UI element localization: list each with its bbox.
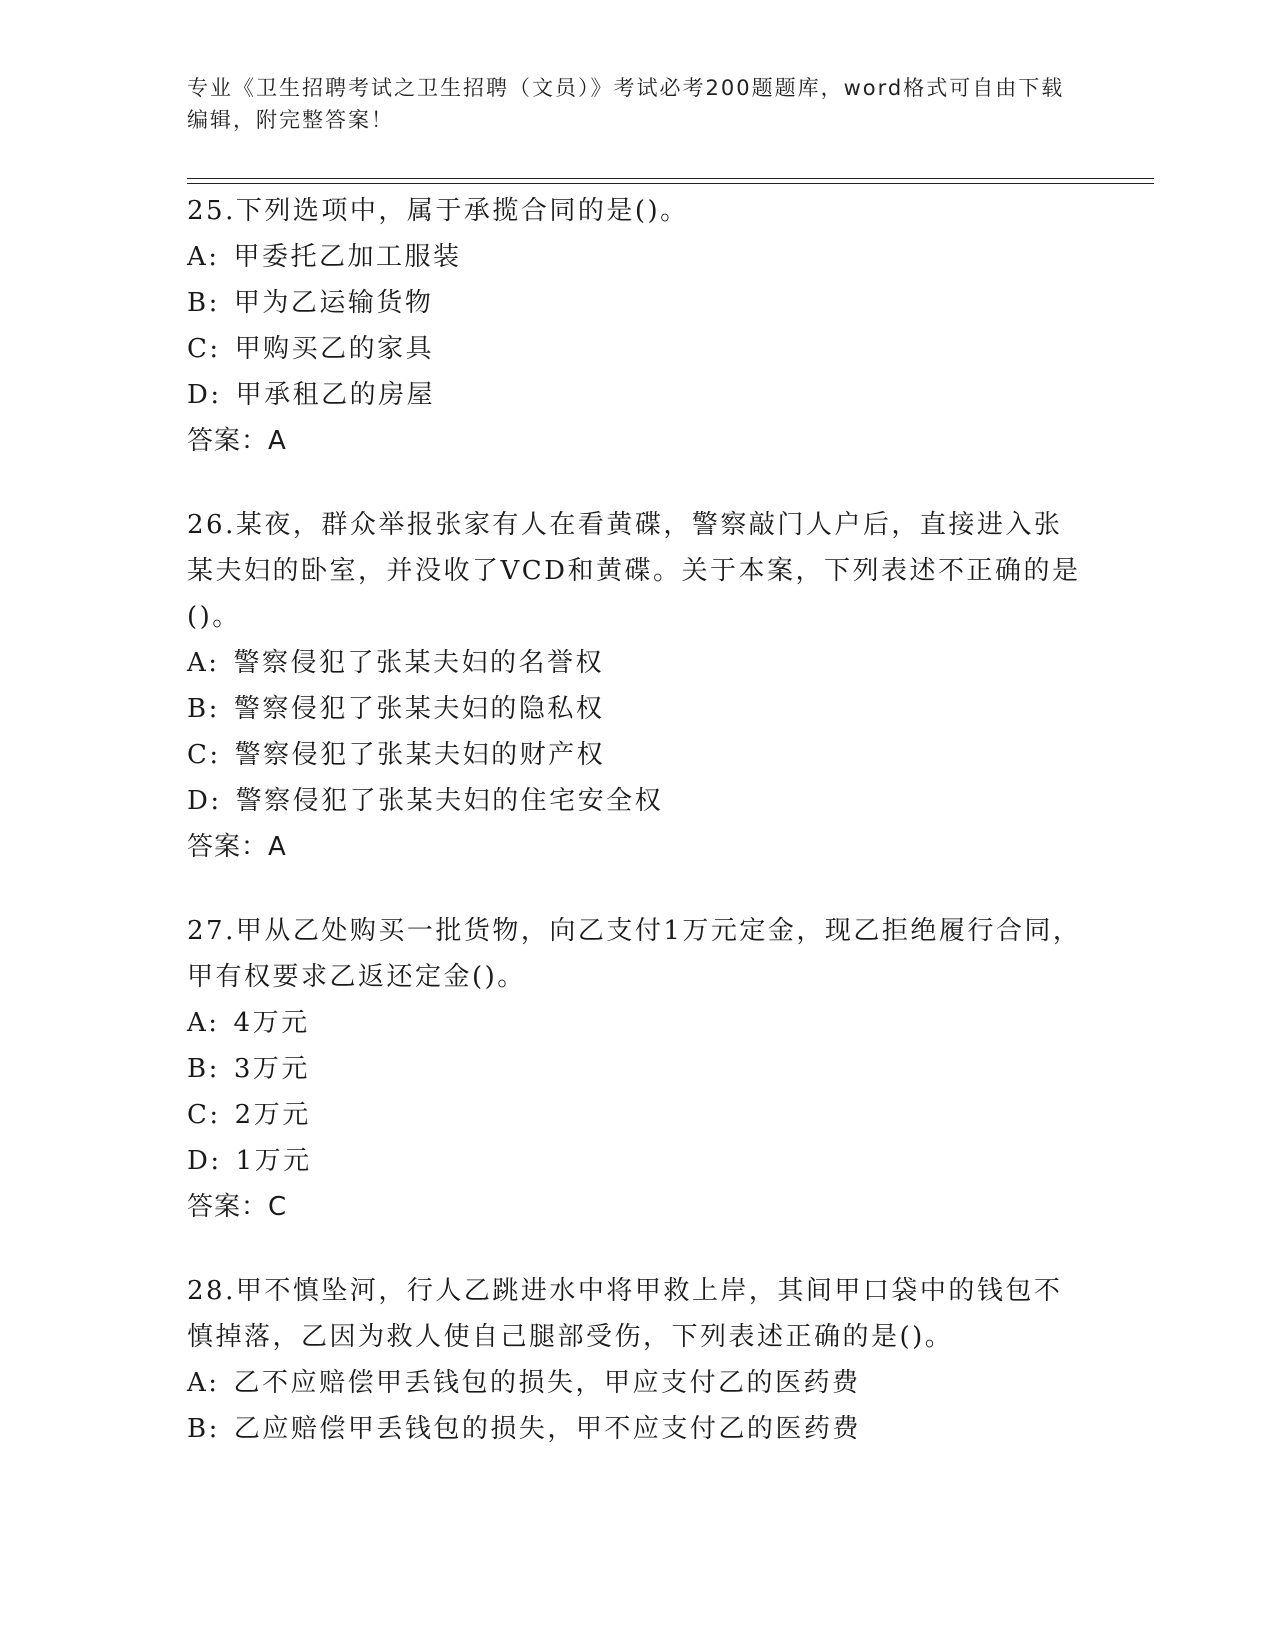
option-c [187,326,1087,372]
option-a [187,1360,1087,1406]
option-text: 乙应赔偿甲丢钱包的损失，甲不应支付乙的医药费 [233,1414,861,1444]
option-letter: B: [187,1414,220,1444]
question-27 [187,908,1087,1230]
option-letter: D: [187,380,222,410]
option-text: 甲为乙运输货物 [233,288,434,318]
option-text: 甲承租乙的房屋 [235,380,436,410]
header-divider-line-second [187,183,1154,184]
option-c [187,1092,1087,1138]
option-b [187,1046,1087,1092]
option-c [187,732,1087,778]
option-b [187,1406,1087,1452]
option-letter: C: [187,1100,221,1130]
question-25 [187,188,1087,464]
document-header: 专业《卫生招聘考试之卫生招聘（文员）》考试必考200题题库，word格式可自由下载编辑，附完整答案！ [187,76,1065,132]
question-26 [187,502,1087,870]
option-d [187,778,1087,824]
option-letter: B: [187,288,220,318]
option-b [187,280,1087,326]
option-letter: B: [187,694,220,724]
option-letter: D: [187,1146,222,1176]
question-stem: 28.甲不慎坠河，行人乙跳进水中将甲救上岸，其间甲口袋中的钱包不慎掉落，乙因为救人使自己腿部受伤，下列表述正确的是()。 [187,1276,1063,1352]
option-text: 乙不应赔偿甲丢钱包的损失，甲应支付乙的医药费 [233,1368,861,1398]
answer: 答案：A [187,832,287,862]
option-d [187,1138,1087,1184]
question-stem: 27.甲从乙处购买一批货物，向乙支付1万元定金，现乙拒绝履行合同，甲有权要求乙返还定金()。 [187,916,1082,992]
question-28 [187,1268,1087,1452]
option-letter: B: [187,1054,220,1084]
answer: 答案：C [187,1192,288,1222]
option-text: 甲委托乙加工服装 [233,242,462,272]
header-divider-line [187,178,1154,179]
question-stem: 25.下列选项中，属于承揽合同的是()。 [187,196,689,226]
option-letter: A: [187,1008,220,1038]
option-text: 3万元 [233,1054,310,1084]
option-d [187,372,1087,418]
option-text: 4万元 [233,1008,310,1038]
option-text: 警察侵犯了张某夫妇的隐私权 [233,694,605,724]
option-letter: C: [187,334,221,364]
answer: 答案：A [187,426,287,456]
option-a [187,640,1087,686]
option-text: 警察侵犯了张某夫妇的名誉权 [233,648,605,678]
option-letter: A: [187,242,220,272]
option-letter: D: [187,786,222,816]
option-letter: C: [187,740,221,770]
option-text: 甲购买乙的家具 [234,334,435,364]
option-text: 1万元 [235,1146,312,1176]
option-text: 2万元 [234,1100,311,1130]
option-text: 警察侵犯了张某夫妇的财产权 [234,740,606,770]
option-text: 警察侵犯了张某夫妇的住宅安全权 [235,786,664,816]
option-b [187,686,1087,732]
question-list [187,188,1087,1490]
option-letter: A: [187,648,220,678]
option-a [187,234,1087,280]
option-letter: A: [187,1368,220,1398]
question-stem: 26.某夜，群众举报张家有人在看黄碟，警察敲门人户后，直接进入张某夫妇的卧室，并没收了VCD和黄碟。关于本案，下列表述不正确的是()。 [187,510,1081,632]
option-a [187,1000,1087,1046]
